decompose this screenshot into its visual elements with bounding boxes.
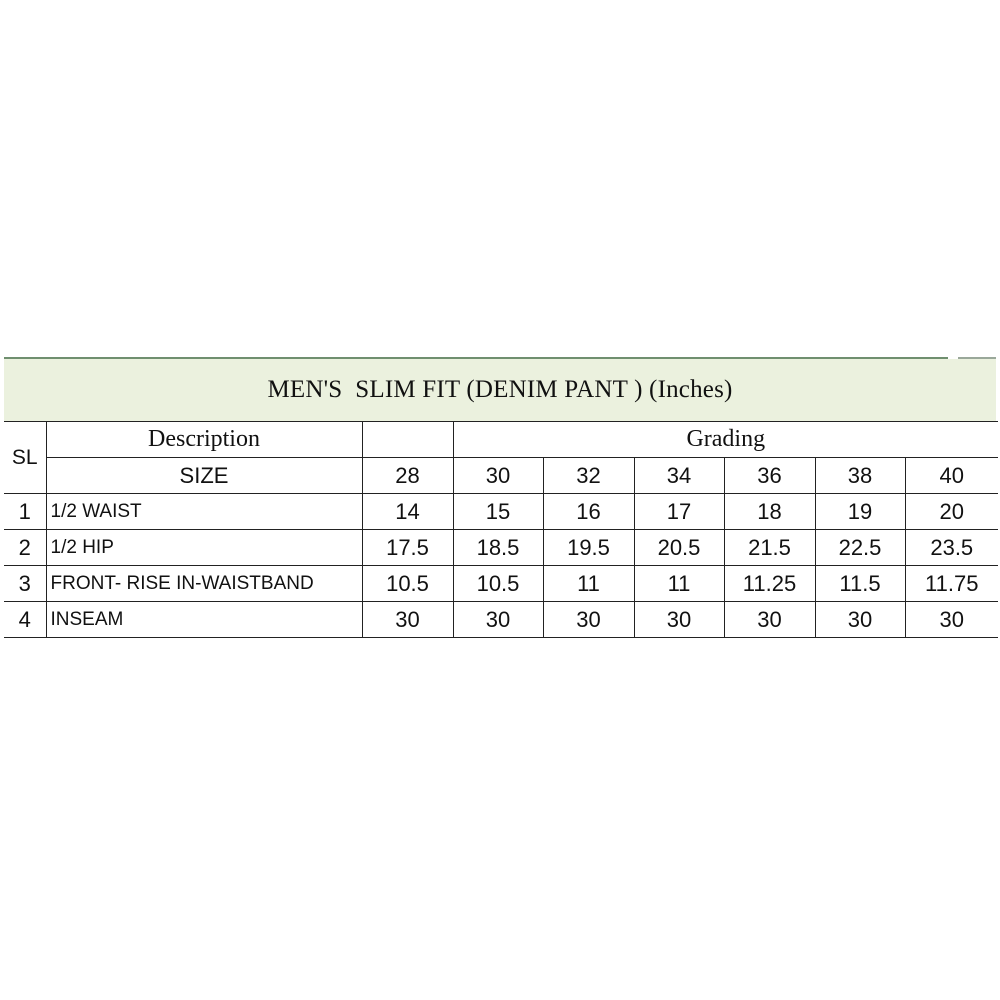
value-cell: 11 bbox=[543, 566, 634, 602]
measurement-table bbox=[4, 421, 998, 638]
size-cell: 38 bbox=[815, 458, 905, 494]
size-row bbox=[4, 458, 998, 494]
value-cell: 10.5 bbox=[362, 566, 453, 602]
value-cell: 30 bbox=[724, 602, 815, 638]
description-cell: 1/2 WAIST bbox=[46, 494, 362, 530]
table-row bbox=[4, 602, 998, 638]
description-cell: 1/2 HIP bbox=[46, 530, 362, 566]
value-cell: 16 bbox=[543, 494, 634, 530]
value-cell: 11.75 bbox=[905, 566, 998, 602]
value-cell: 11 bbox=[634, 566, 724, 602]
size-label: SIZE bbox=[46, 458, 362, 494]
size-cell: 36 bbox=[724, 458, 815, 494]
header-row-1 bbox=[4, 422, 998, 458]
size-cell: 34 bbox=[634, 458, 724, 494]
value-cell: 30 bbox=[815, 602, 905, 638]
value-cell: 30 bbox=[634, 602, 724, 638]
value-cell: 19.5 bbox=[543, 530, 634, 566]
spec-sheet bbox=[4, 357, 996, 637]
value-cell: 17.5 bbox=[362, 530, 453, 566]
description-cell: FRONT- RISE IN-WAISTBAND bbox=[46, 566, 362, 602]
sl-cell: 1 bbox=[4, 494, 46, 530]
size-cell: 28 bbox=[362, 458, 453, 494]
value-cell: 20.5 bbox=[634, 530, 724, 566]
table-row bbox=[4, 494, 998, 530]
value-cell: 22.5 bbox=[815, 530, 905, 566]
description-cell: INSEAM bbox=[46, 602, 362, 638]
size-cell: 32 bbox=[543, 458, 634, 494]
value-cell: 30 bbox=[905, 602, 998, 638]
value-cell: 11.25 bbox=[724, 566, 815, 602]
table-title: MEN'S SLIM FIT (DENIM PANT ) (Inches) bbox=[267, 376, 733, 403]
value-cell: 30 bbox=[362, 602, 453, 638]
value-cell: 30 bbox=[543, 602, 634, 638]
grading-header: Grading bbox=[453, 422, 998, 458]
sl-cell: 4 bbox=[4, 602, 46, 638]
value-cell: 18 bbox=[724, 494, 815, 530]
sl-header: SL bbox=[4, 422, 46, 494]
value-cell: 23.5 bbox=[905, 530, 998, 566]
sl-cell: 2 bbox=[4, 530, 46, 566]
value-cell: 11.5 bbox=[815, 566, 905, 602]
table-row bbox=[4, 530, 998, 566]
value-cell: 15 bbox=[453, 494, 543, 530]
value-cell: 17 bbox=[634, 494, 724, 530]
blank-header-cell bbox=[362, 422, 453, 458]
size-cell: 40 bbox=[905, 458, 998, 494]
table-row bbox=[4, 566, 998, 602]
value-cell: 30 bbox=[453, 602, 543, 638]
description-header: Description bbox=[46, 422, 362, 458]
title-band bbox=[4, 359, 996, 422]
value-cell: 20 bbox=[905, 494, 998, 530]
value-cell: 18.5 bbox=[453, 530, 543, 566]
value-cell: 21.5 bbox=[724, 530, 815, 566]
value-cell: 19 bbox=[815, 494, 905, 530]
sl-cell: 3 bbox=[4, 566, 46, 602]
value-cell: 14 bbox=[362, 494, 453, 530]
size-cell: 30 bbox=[453, 458, 543, 494]
value-cell: 10.5 bbox=[453, 566, 543, 602]
